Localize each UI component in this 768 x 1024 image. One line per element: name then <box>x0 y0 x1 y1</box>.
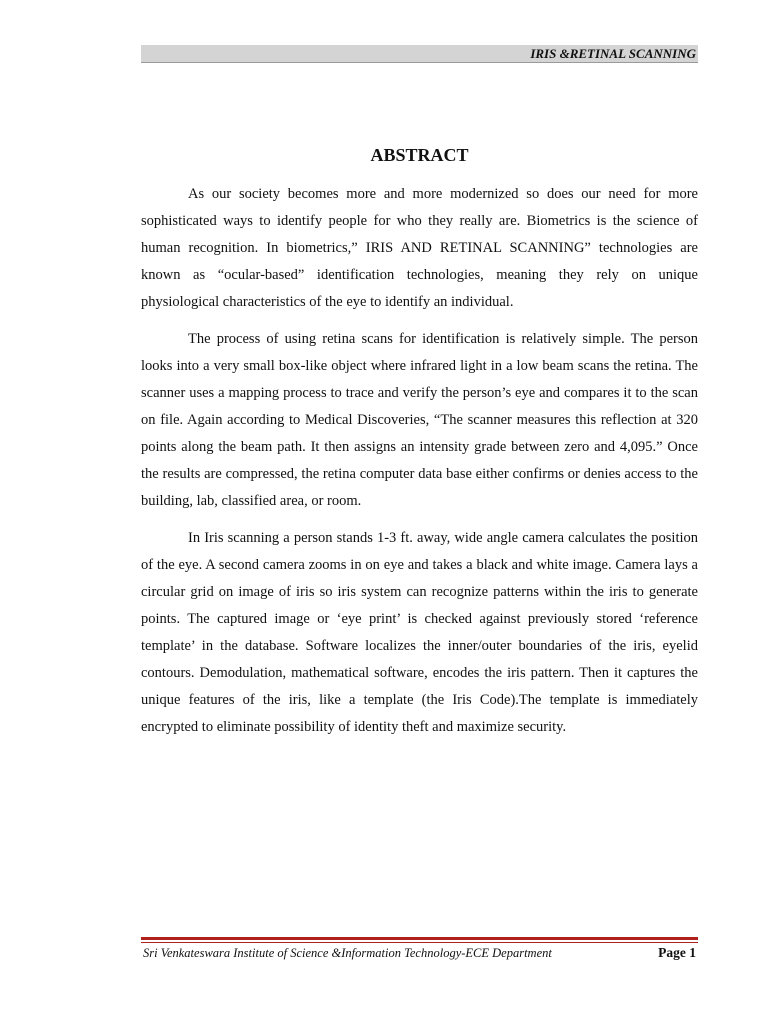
paragraph-retina-scan: The process of using retina scans for identification is relatively simple. The person looks into a very small box-like object where infrared light in a low beam scans the retina. The scanner uses a mapping process to trace and verify the person’s eye and compares it to the scan on file. Again according to Medical Discoveries, “The scanner measures this reflection at 320 points along the beam path. It then assigns an intensity grade between zero and 4,095.” Once the results are compressed, the retina computer data base either confirms or denies access to the building, lab, classified area, or room. <box>141 331 698 509</box>
page-number: Page 1 <box>658 945 696 960</box>
abstract-body <box>141 181 698 751</box>
paragraph-iris-scan: In Iris scanning a person stands 1-3 ft. away, wide angle camera calculates the position of the eye. A second camera zooms in on eye and takes a black and white image. Camera lays a circular grid on image of iris so iris system can recognize patterns within the iris to generate points. The captured image or ‘eye print’ is checked against previously stored ‘reference template’ in the database. Software localizes the inner/outer boundaries of the iris, eyelid contours. Demodulation, mathematical software, encodes the iris pattern. Then it captures the unique features of the iris, like a template (the Iris Code).The template is immediately encrypted to eliminate possibility of identity theft and maximize security. <box>141 530 698 735</box>
footer-institution: Sri Venkateswara Institute of Science &Information Technology-ECE Department <box>143 946 552 960</box>
page-header <box>141 45 698 63</box>
footer-rule-thick <box>141 937 698 940</box>
header-title: IRIS &RETINAL SCANNING <box>530 46 696 61</box>
footer-rule <box>141 937 698 943</box>
footer-rule-thin <box>141 942 698 943</box>
abstract-heading: ABSTRACT <box>370 145 469 165</box>
paragraph-intro: As our society becomes more and more modernized so does our need for more sophisticated ways to identify people for who they really are. Biometrics is the science of human recognition. In biometrics,” IRIS AND RETINAL SCANNING” technologies are known as “ocular-based” identification technologies, meaning they rely on unique physiological characteristics of the eye to identify an individual. <box>141 186 698 310</box>
